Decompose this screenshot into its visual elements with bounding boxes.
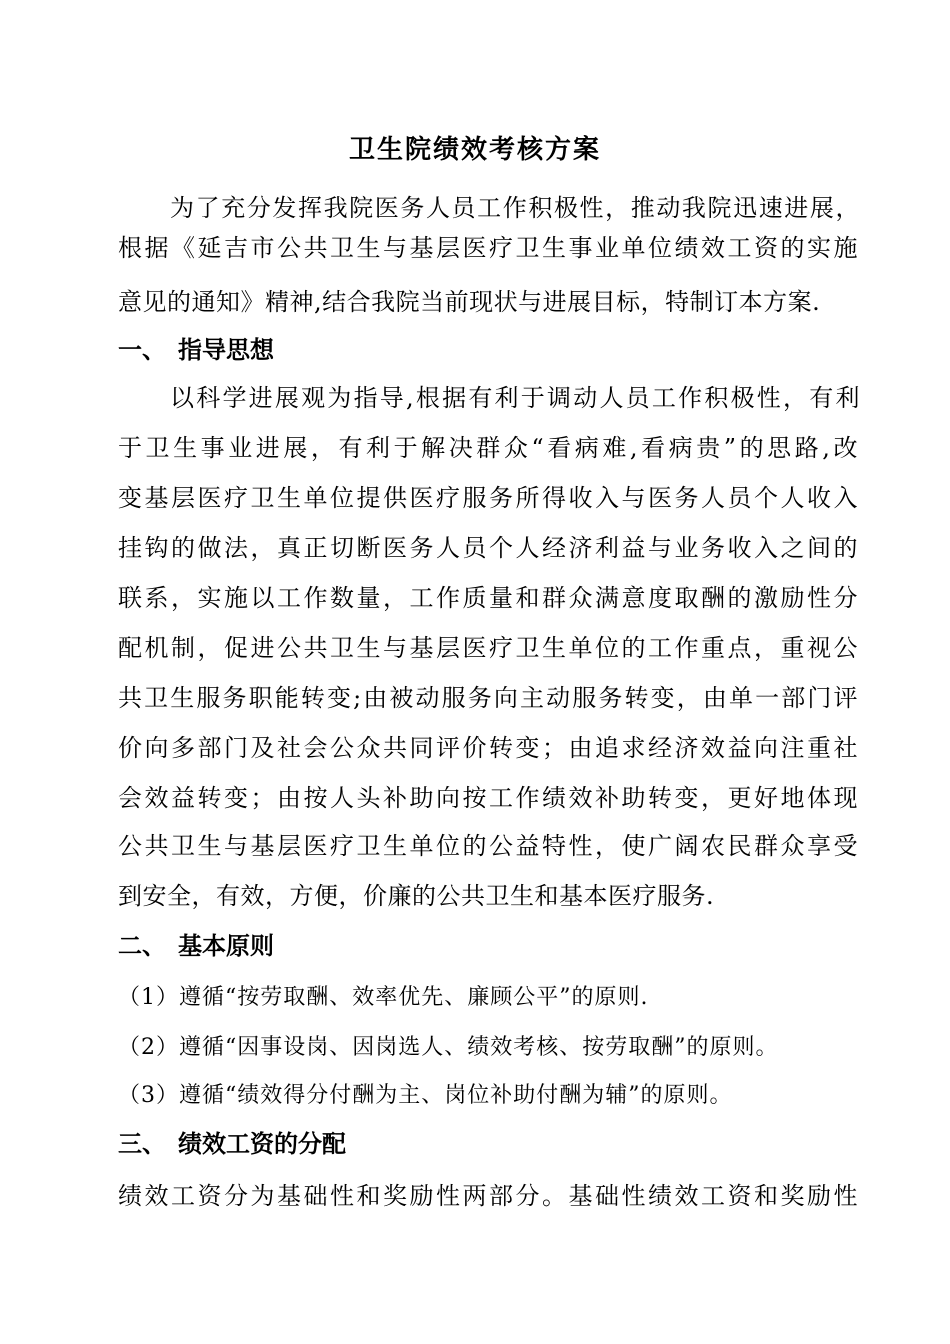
paragraph-line: 于卫生事业进展，有利于解决群众“看病难,看病贵”的思路,改 — [118, 434, 858, 462]
section-number: 一、 — [118, 335, 166, 364]
intro-line: 为了充分发挥我院医务人员工作积极性，推动我院迅速进展， — [170, 194, 860, 222]
section-number: 二、 — [118, 931, 166, 960]
section-title: 绩效工资的分配 — [178, 1129, 346, 1158]
paragraph-line: 绩效工资分为基础性和奖励性两部分。基础性绩效工资和奖励性 — [118, 1182, 858, 1210]
principle-item: （2）遵循“因事设岗、因岗选人、绩效考核、按劳取酬”的原则。 — [118, 1035, 779, 1060]
section-heading — [118, 1118, 346, 1170]
paragraph-line: 到安全，有效，方便，价廉的公共卫生和基本医疗服务. — [118, 882, 715, 910]
paragraph-line: 价向多部门及社会公众共同评价转变；由追求经济效益向注重社 — [118, 734, 858, 762]
section-number: 三、 — [118, 1129, 166, 1158]
paragraph-line: 会效益转变；由按人头补助向按工作绩效补助转变，更好地体现 — [118, 784, 858, 812]
principle-item: （1）遵循“按劳取酬、效率优先、廉顾公平”的原则. — [118, 985, 649, 1010]
paragraph-line: 配机制，促进公共卫生与基层医疗卫生单位的工作重点，重视公 — [118, 634, 858, 662]
intro-line: 根据《延吉市公共卫生与基层医疗卫生事业单位绩效工资的实施 — [118, 234, 858, 262]
paragraph-line: 联系，实施以工作数量，工作质量和群众满意度取酬的激励性分 — [118, 584, 858, 612]
principle-item: （3）遵循“绩效得分付酬为主、岗位补助付酬为辅”的原则。 — [118, 1083, 733, 1108]
document-title: 卫生院绩效考核方案 — [348, 135, 601, 165]
paragraph-line: 以科学进展观为指导,根据有利于调动人员工作积极性，有利 — [170, 384, 860, 412]
section-title: 指导思想 — [178, 335, 274, 364]
paragraph-line: 挂钩的做法，真正切断医务人员个人经济利益与业务收入之间的 — [118, 534, 858, 562]
paragraph-line: 共卫生服务职能转变;由被动服务向主动服务转变，由单一部门评 — [118, 684, 858, 712]
section-heading — [118, 324, 274, 376]
paragraph-line: 变基层医疗卫生单位提供医疗服务所得收入与医务人员个人收入 — [118, 484, 858, 512]
paragraph-line: 公共卫生与基层医疗卫生单位的公益特性，使广阔农民群众享受 — [118, 832, 858, 860]
section-heading — [118, 920, 274, 972]
intro-line: 意见的通知》精神,结合我院当前现状与进展目标，特制订本方案. — [118, 288, 821, 316]
section-title: 基本原则 — [178, 931, 274, 960]
